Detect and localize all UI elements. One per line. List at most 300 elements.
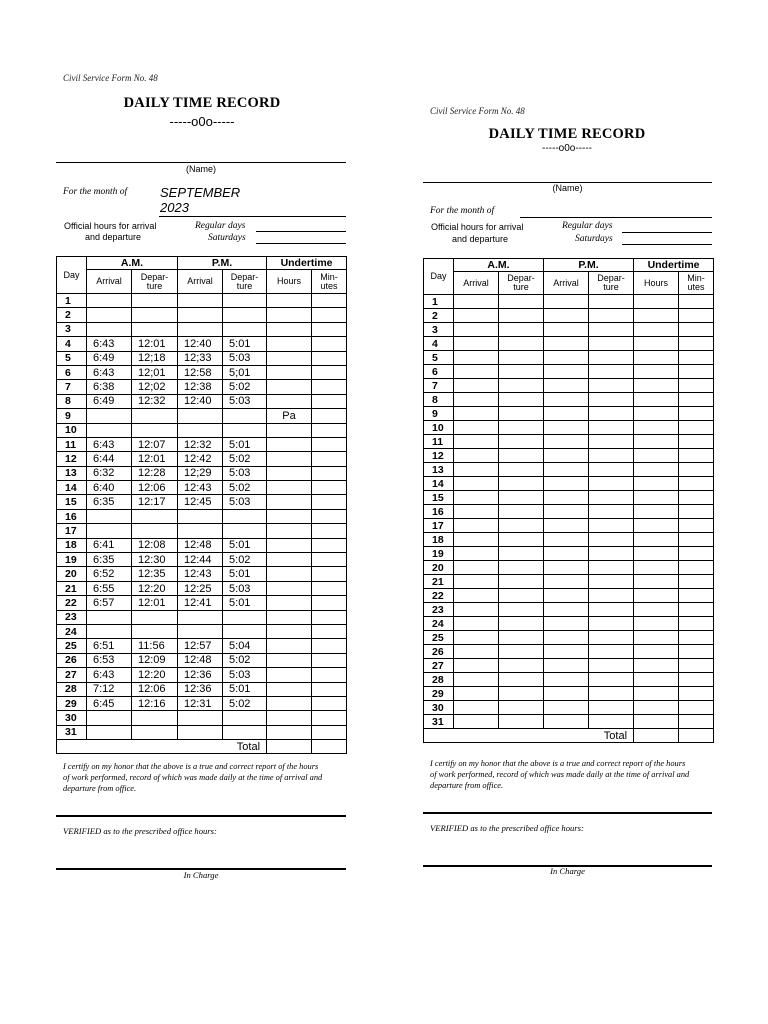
day-number: 26 — [424, 645, 454, 659]
undertime-minutes-cell[interactable] — [679, 463, 714, 477]
am-arrival-cell[interactable] — [454, 575, 499, 589]
undertime-hours-cell[interactable] — [634, 575, 679, 589]
am-departure-cell[interactable] — [499, 351, 544, 365]
pm-departure-cell[interactable] — [589, 575, 634, 589]
am-departure-cell[interactable]: 12:32 — [132, 394, 178, 408]
undertime-minutes-cell[interactable] — [679, 575, 714, 589]
undertime-minutes-cell[interactable] — [679, 645, 714, 659]
minutes-header: Min- utes — [312, 270, 347, 294]
pm-departure-cell[interactable] — [589, 617, 634, 631]
total-row — [424, 729, 714, 743]
day-number: 24 — [57, 624, 87, 638]
day-number: 7 — [424, 379, 454, 393]
undertime-hours-cell[interactable]: Pa — [267, 409, 312, 423]
undertime-minutes-cell[interactable] — [679, 407, 714, 421]
pm-arrival-cell[interactable] — [544, 421, 589, 435]
undertime-minutes-cell[interactable] — [679, 351, 714, 365]
am-departure-cell[interactable] — [499, 505, 544, 519]
pm-departure-cell[interactable]: 5:03 — [223, 581, 267, 595]
pm-departure-cell[interactable]: 5:03 — [223, 466, 267, 480]
pm-departure-cell[interactable] — [589, 351, 634, 365]
am-arrival-cell[interactable]: 6:40 — [87, 481, 132, 495]
pm-departure-cell[interactable]: 5:01 — [223, 337, 267, 351]
pm-departure-cell[interactable] — [589, 701, 634, 715]
undertime-minutes-cell[interactable] — [679, 449, 714, 463]
pm-arrival-cell[interactable]: 12:42 — [178, 452, 223, 466]
pm-departure-cell[interactable] — [589, 519, 634, 533]
pm-departure-cell[interactable] — [589, 379, 634, 393]
am-arrival-cell[interactable]: 6:55 — [87, 581, 132, 595]
pm-departure-cell[interactable]: 5:04 — [223, 639, 267, 653]
day-number: 22 — [424, 589, 454, 603]
undertime-minutes-cell[interactable] — [679, 631, 714, 645]
am-arrival-cell[interactable] — [454, 547, 499, 561]
pm-departure-cell[interactable]: 5:02 — [223, 481, 267, 495]
pm-departure-cell[interactable]: 5:02 — [223, 653, 267, 667]
am-arrival-cell[interactable]: 6:43 — [87, 337, 132, 351]
am-departure-cell[interactable]: 12;02 — [132, 380, 178, 394]
undertime-hours-cell[interactable] — [634, 701, 679, 715]
am-arrival-cell[interactable]: 6:45 — [87, 696, 132, 710]
undertime-minutes-cell[interactable] — [679, 505, 714, 519]
am-departure-cell[interactable]: 12:01 — [132, 596, 178, 610]
am-arrival-cell[interactable]: 6:52 — [87, 567, 132, 581]
pm-departure-cell[interactable]: 5:01 — [223, 538, 267, 552]
am-arrival-cell[interactable]: 6:49 — [87, 351, 132, 365]
am-departure-cell[interactable] — [499, 393, 544, 407]
pm-arrival-cell[interactable]: 12:25 — [178, 581, 223, 595]
pm-arrival-cell[interactable] — [544, 561, 589, 575]
am-departure-cell[interactable]: 12:17 — [132, 495, 178, 509]
undertime-hours-cell[interactable] — [634, 533, 679, 547]
pm-departure-cell[interactable]: 5:03 — [223, 495, 267, 509]
am-departure-cell[interactable] — [499, 435, 544, 449]
pm-departure-cell[interactable] — [589, 337, 634, 351]
undertime-hours-cell[interactable] — [634, 295, 679, 309]
am-departure-cell[interactable]: 12:01 — [132, 452, 178, 466]
undertime-hours-cell[interactable] — [634, 631, 679, 645]
undertime-minutes-cell[interactable] — [679, 589, 714, 603]
pm-departure-cell[interactable] — [589, 407, 634, 421]
am-arrival-cell[interactable] — [454, 603, 499, 617]
am-departure-cell[interactable] — [499, 659, 544, 673]
am-departure-cell[interactable]: 12:07 — [132, 437, 178, 451]
day-number: 31 — [57, 725, 87, 739]
pm-arrival-cell[interactable]: 12:38 — [178, 380, 223, 394]
am-departure-cell[interactable] — [499, 449, 544, 463]
total-minutes-cell[interactable] — [679, 729, 714, 743]
pm-departure-cell[interactable]: 5:03 — [223, 394, 267, 408]
pm-arrival-cell[interactable] — [544, 309, 589, 323]
am-arrival-cell[interactable] — [454, 715, 499, 729]
undertime-minutes-cell[interactable] — [679, 337, 714, 351]
undertime-minutes-cell[interactable] — [679, 393, 714, 407]
undertime-hours-cell[interactable] — [634, 421, 679, 435]
pm-arrival-cell[interactable] — [544, 449, 589, 463]
undertime-hours-cell[interactable] — [634, 547, 679, 561]
am-arrival-cell[interactable] — [454, 421, 499, 435]
pm-arrival-cell[interactable]: 12:40 — [178, 394, 223, 408]
undertime-hours-cell[interactable] — [634, 365, 679, 379]
pm-arrival-cell[interactable] — [544, 393, 589, 407]
pm-departure-cell[interactable] — [589, 589, 634, 603]
am-departure-cell[interactable]: 12:30 — [132, 553, 178, 567]
pm-arrival-cell[interactable]: 12:48 — [178, 653, 223, 667]
pm-arrival-cell[interactable] — [544, 701, 589, 715]
pm-departure-cell[interactable]: 5:03 — [223, 351, 267, 365]
undertime-minutes-cell[interactable] — [679, 421, 714, 435]
am-departure-cell[interactable]: 12:35 — [132, 567, 178, 581]
am-departure-cell[interactable] — [499, 715, 544, 729]
am-arrival-cell[interactable]: 6:51 — [87, 639, 132, 653]
pm-arrival-cell[interactable] — [544, 505, 589, 519]
am-arrival-cell[interactable] — [454, 561, 499, 575]
pm-arrival-cell[interactable] — [544, 631, 589, 645]
am-departure-cell[interactable] — [499, 365, 544, 379]
pm-departure-cell[interactable]: 5:02 — [223, 696, 267, 710]
undertime-hours-cell[interactable] — [634, 337, 679, 351]
pm-departure-cell[interactable]: 5:01 — [223, 596, 267, 610]
day-number: 19 — [424, 547, 454, 561]
pm-arrival-cell[interactable]: 12;33 — [178, 351, 223, 365]
pm-arrival-cell[interactable] — [544, 519, 589, 533]
undertime-hours-cell[interactable] — [634, 687, 679, 701]
am-departure-cell[interactable]: 12:20 — [132, 668, 178, 682]
am-departure-cell[interactable] — [499, 519, 544, 533]
day-number: 14 — [57, 481, 87, 495]
am-arrival-cell[interactable] — [454, 589, 499, 603]
pm-departure-cell[interactable] — [589, 687, 634, 701]
day-number: 4 — [424, 337, 454, 351]
table-row — [424, 519, 714, 533]
am-departure-cell[interactable] — [499, 309, 544, 323]
title-separator: -----o0o----- — [542, 143, 592, 154]
pm-arrival-cell[interactable] — [544, 337, 589, 351]
pm-arrival-cell[interactable] — [544, 659, 589, 673]
undertime-minutes-cell[interactable] — [679, 547, 714, 561]
am-departure-cell[interactable] — [499, 589, 544, 603]
pm-arrival-cell[interactable] — [544, 645, 589, 659]
pm-departure-cell[interactable] — [589, 449, 634, 463]
undertime-hours-cell[interactable] — [634, 323, 679, 337]
am-departure-cell[interactable]: 12:06 — [132, 682, 178, 696]
am-arrival-cell[interactable]: 6:32 — [87, 466, 132, 480]
day-number: 7 — [57, 380, 87, 394]
undertime-minutes-cell[interactable] — [679, 491, 714, 505]
pm-arrival-cell[interactable]: 12:45 — [178, 495, 223, 509]
pm-departure-cell[interactable] — [589, 435, 634, 449]
am-departure-cell[interactable] — [499, 575, 544, 589]
am-arrival-cell[interactable] — [454, 519, 499, 533]
undertime-minutes-cell[interactable] — [679, 617, 714, 631]
pm-arrival-cell[interactable] — [544, 533, 589, 547]
am-arrival-cell[interactable] — [454, 463, 499, 477]
undertime-hours-cell[interactable] — [634, 449, 679, 463]
am-arrival-cell[interactable] — [454, 645, 499, 659]
am-departure-cell[interactable] — [499, 463, 544, 477]
am-arrival-cell[interactable] — [454, 323, 499, 337]
undertime-hours-cell[interactable] — [634, 463, 679, 477]
undertime-minutes-cell[interactable] — [679, 715, 714, 729]
month-label: For the month of — [63, 187, 128, 197]
am-departure-cell[interactable] — [499, 323, 544, 337]
am-arrival-cell[interactable] — [454, 379, 499, 393]
am-arrival-cell[interactable]: 6:49 — [87, 394, 132, 408]
am-arrival-cell[interactable] — [454, 491, 499, 505]
pm-departure-cell[interactable]: 5:01 — [223, 682, 267, 696]
am-arrival-cell[interactable] — [454, 477, 499, 491]
am-arrival-cell[interactable] — [454, 505, 499, 519]
pm-arrival-cell[interactable] — [544, 463, 589, 477]
pm-arrival-cell[interactable] — [544, 673, 589, 687]
undertime-minutes-cell[interactable] — [679, 687, 714, 701]
undertime-minutes-cell[interactable] — [679, 379, 714, 393]
am-departure-cell[interactable] — [499, 421, 544, 435]
day-number: 4 — [57, 337, 87, 351]
total-hours-cell[interactable] — [634, 729, 679, 743]
undertime-hours-cell[interactable] — [634, 435, 679, 449]
pm-arrival-cell[interactable] — [544, 715, 589, 729]
am-departure-cell[interactable] — [499, 561, 544, 575]
pm-departure-cell[interactable] — [589, 533, 634, 547]
table-row — [424, 323, 714, 337]
undertime-minutes-cell[interactable] — [679, 323, 714, 337]
am-departure-cell[interactable]: 12:28 — [132, 466, 178, 480]
pm-arrival-cell[interactable] — [544, 589, 589, 603]
undertime-hours-cell[interactable] — [634, 379, 679, 393]
pm-arrival-cell[interactable] — [544, 379, 589, 393]
pm-departure-cell[interactable] — [589, 365, 634, 379]
am-departure-cell[interactable]: 11:56 — [132, 639, 178, 653]
pm-departure-cell[interactable]: 5:02 — [223, 553, 267, 567]
undertime-minutes-cell[interactable] — [679, 435, 714, 449]
am-departure-cell[interactable] — [499, 547, 544, 561]
am-departure-cell[interactable]: 12:01 — [132, 337, 178, 351]
am-arrival-cell[interactable] — [454, 407, 499, 421]
pm-arrival-cell[interactable] — [544, 617, 589, 631]
am-departure-cell[interactable] — [499, 337, 544, 351]
undertime-minutes-cell[interactable] — [679, 533, 714, 547]
pm-arrival-cell[interactable]: 12:32 — [178, 437, 223, 451]
am-arrival-cell[interactable] — [454, 393, 499, 407]
undertime-minutes-cell[interactable] — [679, 701, 714, 715]
pm-arrival-cell[interactable]: 12:36 — [178, 682, 223, 696]
am-arrival-cell[interactable] — [454, 673, 499, 687]
pm-arrival-cell[interactable]: 12:40 — [178, 337, 223, 351]
undertime-minutes-cell[interactable] — [679, 561, 714, 575]
pm-departure-cell[interactable] — [589, 505, 634, 519]
pm-arrival-cell[interactable]: 12:58 — [178, 365, 223, 379]
table-row — [424, 701, 714, 715]
am-departure-cell[interactable]: 12;18 — [132, 351, 178, 365]
pm-arrival-cell[interactable] — [544, 491, 589, 505]
am-departure-cell[interactable] — [499, 631, 544, 645]
pm-arrival-cell[interactable]: 12:43 — [178, 481, 223, 495]
pm-arrival-cell[interactable] — [544, 295, 589, 309]
pm-arrival-cell[interactable]: 12;29 — [178, 466, 223, 480]
pm-departure-cell[interactable] — [589, 323, 634, 337]
am-arrival-cell[interactable]: 6:57 — [87, 596, 132, 610]
pm-departure-cell[interactable] — [589, 463, 634, 477]
am-arrival-header: Arrival — [454, 272, 499, 295]
pm-departure-cell[interactable]: 5:01 — [223, 437, 267, 451]
pm-arrival-cell[interactable] — [544, 435, 589, 449]
am-arrival-cell[interactable]: 6:35 — [87, 553, 132, 567]
day-number: 8 — [57, 394, 87, 408]
am-arrival-cell[interactable]: 6:43 — [87, 437, 132, 451]
am-departure-cell[interactable]: 12;01 — [132, 365, 178, 379]
undertime-hours-cell[interactable] — [634, 519, 679, 533]
undertime-hours-cell[interactable] — [634, 617, 679, 631]
pm-arrival-cell[interactable] — [544, 575, 589, 589]
undertime-hours-cell[interactable] — [634, 673, 679, 687]
pm-arrival-cell[interactable]: 12:43 — [178, 567, 223, 581]
undertime-minutes-cell[interactable] — [679, 477, 714, 491]
am-arrival-cell[interactable]: 6:43 — [87, 668, 132, 682]
undertime-minutes-cell[interactable] — [679, 309, 714, 323]
day-number: 13 — [424, 463, 454, 477]
am-departure-cell[interactable] — [499, 379, 544, 393]
undertime-hours-cell[interactable] — [634, 715, 679, 729]
am-arrival-cell[interactable]: 6:43 — [87, 365, 132, 379]
pm-departure-cell[interactable] — [589, 561, 634, 575]
undertime-hours-cell[interactable] — [634, 351, 679, 365]
pm-departure-cell[interactable] — [589, 715, 634, 729]
pm-departure-cell[interactable] — [589, 421, 634, 435]
table-row — [424, 505, 714, 519]
undertime-hours-cell[interactable] — [634, 659, 679, 673]
am-arrival-cell[interactable] — [454, 365, 499, 379]
am-arrival-cell[interactable]: 6:38 — [87, 380, 132, 394]
undertime-hours-cell[interactable] — [634, 561, 679, 575]
undertime-minutes-cell[interactable] — [679, 295, 714, 309]
am-departure-cell[interactable]: 12:08 — [132, 538, 178, 552]
am-departure-cell[interactable] — [499, 295, 544, 309]
pm-departure-cell[interactable] — [589, 673, 634, 687]
am-arrival-cell[interactable] — [454, 449, 499, 463]
pm-departure-cell[interactable] — [589, 631, 634, 645]
undertime-hours-cell[interactable] — [634, 309, 679, 323]
pm-departure-cell[interactable] — [589, 477, 634, 491]
day-number: 10 — [57, 423, 87, 437]
am-arrival-cell[interactable] — [454, 337, 499, 351]
am-departure-cell[interactable] — [499, 673, 544, 687]
day-number: 29 — [424, 687, 454, 701]
pm-arrival-cell[interactable] — [544, 477, 589, 491]
in-charge-label: In Charge — [550, 866, 585, 876]
pm-departure-cell[interactable] — [589, 547, 634, 561]
pm-arrival-cell[interactable] — [544, 603, 589, 617]
pm-departure-cell[interactable] — [589, 491, 634, 505]
pm-departure-cell[interactable] — [589, 393, 634, 407]
am-arrival-cell[interactable] — [454, 701, 499, 715]
pm-departure-cell[interactable]: 5:02 — [223, 380, 267, 394]
day-number: 12 — [57, 452, 87, 466]
pm-arrival-cell[interactable] — [544, 323, 589, 337]
am-arrival-cell[interactable]: 7:12 — [87, 682, 132, 696]
am-departure-cell[interactable] — [499, 491, 544, 505]
pm-arrival-cell[interactable]: 12:57 — [178, 639, 223, 653]
pm-arrival-cell[interactable] — [544, 687, 589, 701]
undertime-hours-cell[interactable] — [634, 477, 679, 491]
am-arrival-cell[interactable] — [454, 351, 499, 365]
pm-departure-cell[interactable]: 5:02 — [223, 452, 267, 466]
am-departure-cell[interactable] — [499, 645, 544, 659]
pm-departure-cell[interactable]: 5:03 — [223, 668, 267, 682]
undertime-hours-cell[interactable] — [634, 407, 679, 421]
pm-departure-cell[interactable] — [589, 309, 634, 323]
am-departure-cell[interactable] — [499, 477, 544, 491]
am-arrival-cell[interactable] — [454, 631, 499, 645]
pm-arrival-cell[interactable]: 12:36 — [178, 668, 223, 682]
am-arrival-cell[interactable] — [454, 659, 499, 673]
pm-departure-cell[interactable]: 5:01 — [223, 567, 267, 581]
pm-departure-cell[interactable] — [589, 603, 634, 617]
am-departure-cell[interactable]: 12:20 — [132, 581, 178, 595]
pm-arrival-cell[interactable] — [544, 365, 589, 379]
pm-arrival-cell[interactable] — [544, 351, 589, 365]
day-number: 23 — [424, 603, 454, 617]
am-arrival-cell[interactable] — [454, 533, 499, 547]
day-number: 29 — [57, 696, 87, 710]
pm-departure-cell[interactable] — [589, 645, 634, 659]
am-departure-cell[interactable] — [499, 687, 544, 701]
am-departure-cell[interactable]: 12:06 — [132, 481, 178, 495]
pm-departure-cell[interactable]: 5;01 — [223, 365, 267, 379]
pm-arrival-cell[interactable]: 12:41 — [178, 596, 223, 610]
pm-arrival-cell[interactable] — [544, 547, 589, 561]
am-departure-cell[interactable]: 12:09 — [132, 653, 178, 667]
undertime-hours-cell[interactable] — [634, 589, 679, 603]
undertime-hours-cell[interactable] — [634, 505, 679, 519]
undertime-minutes-cell[interactable] — [679, 673, 714, 687]
am-arrival-cell[interactable] — [454, 435, 499, 449]
am-arrival-cell[interactable]: 6:53 — [87, 653, 132, 667]
pm-arrival-cell[interactable]: 12:44 — [178, 553, 223, 567]
am-departure-cell[interactable] — [499, 407, 544, 421]
am-departure-cell[interactable]: 12:16 — [132, 696, 178, 710]
pm-departure-cell[interactable] — [589, 295, 634, 309]
am-departure-cell[interactable] — [499, 617, 544, 631]
undertime-hours-cell[interactable] — [634, 393, 679, 407]
day-number: 15 — [57, 495, 87, 509]
am-departure-cell[interactable] — [499, 533, 544, 547]
undertime-minutes-cell[interactable] — [679, 365, 714, 379]
day-number: 1 — [424, 295, 454, 309]
pm-arrival-cell[interactable]: 12:31 — [178, 696, 223, 710]
pm-arrival-cell[interactable] — [544, 407, 589, 421]
pm-arrival-cell[interactable]: 12:48 — [178, 538, 223, 552]
undertime-hours-cell[interactable] — [634, 603, 679, 617]
undertime-hours-cell[interactable] — [634, 491, 679, 505]
am-arrival-cell[interactable] — [454, 295, 499, 309]
am-arrival-cell[interactable]: 6:41 — [87, 538, 132, 552]
am-arrival-cell[interactable]: 6:44 — [87, 452, 132, 466]
am-departure-cell[interactable] — [499, 603, 544, 617]
undertime-minutes-cell[interactable] — [679, 659, 714, 673]
pm-departure-cell[interactable] — [589, 659, 634, 673]
am-arrival-cell[interactable] — [454, 309, 499, 323]
signature-line — [423, 812, 712, 814]
undertime-minutes-cell[interactable] — [679, 519, 714, 533]
am-arrival-cell[interactable] — [454, 617, 499, 631]
am-arrival-cell[interactable]: 6:35 — [87, 495, 132, 509]
undertime-minutes-cell[interactable] — [679, 603, 714, 617]
official-hours-label: Official hours for arrival — [64, 221, 157, 231]
am-departure-cell[interactable] — [499, 701, 544, 715]
am-arrival-cell[interactable] — [454, 687, 499, 701]
undertime-hours-cell[interactable] — [634, 645, 679, 659]
